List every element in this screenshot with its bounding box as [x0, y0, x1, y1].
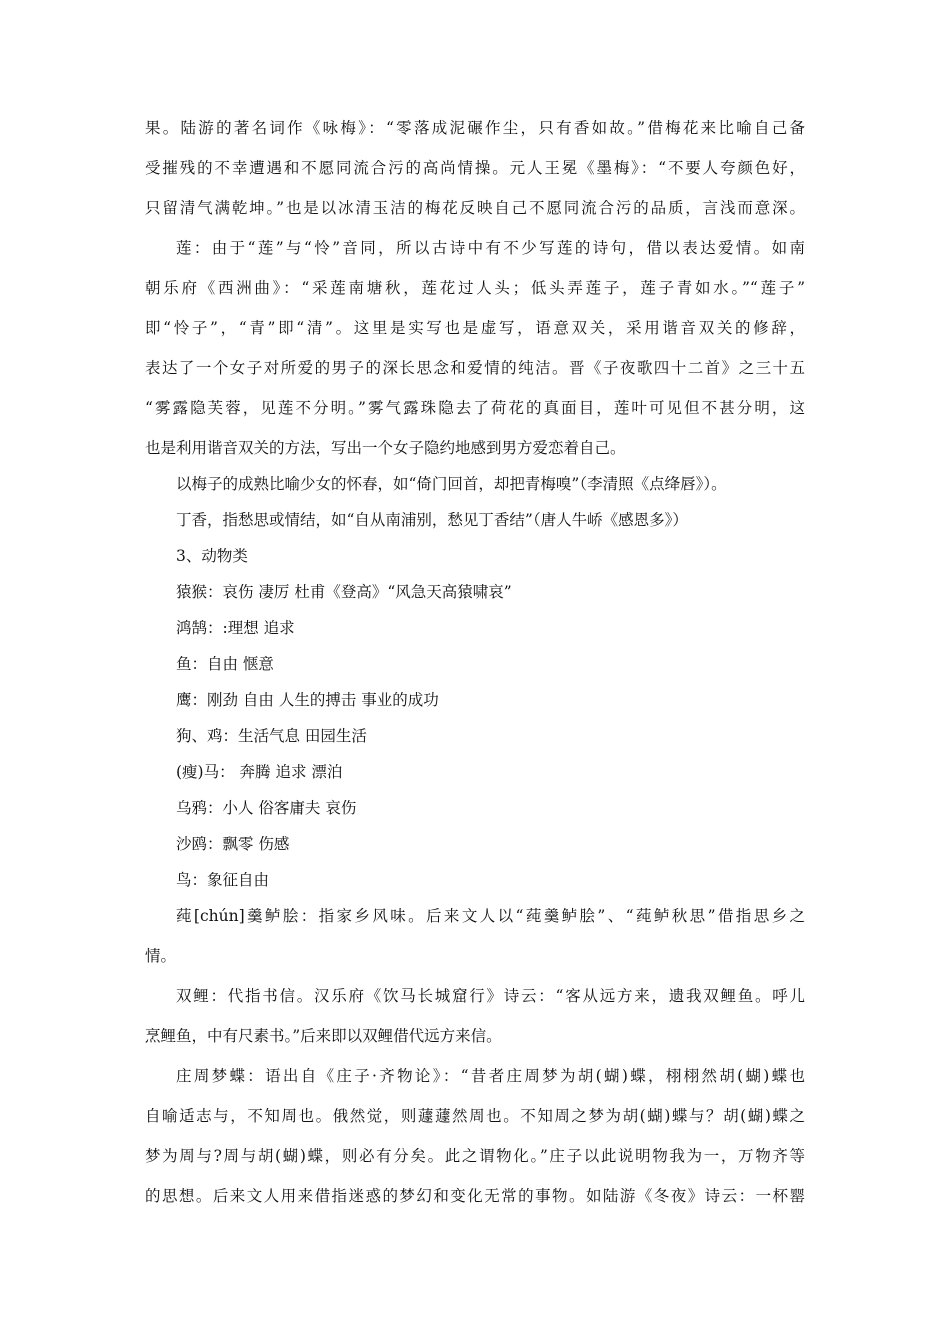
text-line: 庄周梦蝶：语出自《庄子·齐物论》：“昔者庄周梦为胡(蝴)蝶，栩栩然胡(蝴)蝶也: [176, 1067, 805, 1085]
text-line: 只留清气满乾坤。”也是以冰清玉洁的梅花反映自己不愿同流合污的品质，言浅而意深。: [145, 199, 805, 217]
text-line: 受摧残的不幸遭遇和不愿同流合污的高尚情操。元人王冕《墨梅》：“不要人夸颜色好，: [145, 159, 805, 177]
text-line: 莲：由于“莲”与“怜”音同，所以古诗中有不少写莲的诗句，借以表达爱情。如南: [176, 239, 805, 257]
text-line: 双鲤：代指书信。汉乐府《饮马长城窟行》诗云：“客从远方来，遗我双鲤鱼。呼儿: [176, 987, 805, 1005]
list-item: 鸿鹄：:理想 追求: [176, 619, 295, 637]
document-page: [145, 118, 805, 1226]
paragraph-list: [145, 474, 805, 890]
text-line: 也是利用谐音双关的方法，写出一个女子隐约地感到男方爱恋着自己。: [145, 439, 626, 457]
text-line: 朝乐府《西洲曲》：“采莲南塘秋，莲花过人头；低头弄莲子，莲子青如水。”“莲子”: [145, 279, 805, 297]
paragraph-lotus: [145, 238, 805, 458]
paragraph-chun: [145, 906, 805, 966]
paragraph-plum: [145, 118, 805, 218]
section-heading: 3、动物类: [176, 547, 248, 565]
text-line: 梦为周与?周与胡(蝴)蝶，则必有分矣。此之谓物化。”庄子以此说明物我为一，万物齐等: [145, 1147, 805, 1165]
paragraph-carp: [145, 986, 805, 1046]
paragraph-butterfly: [145, 1066, 805, 1206]
list-item: 乌鸦：小人 俗客庸夫 哀伤: [176, 799, 357, 817]
list-item: (瘦)马： 奔腾 追求 漂泊: [176, 763, 343, 781]
list-item: 狗、鸡：生活气息 田园生活: [176, 727, 367, 745]
text-line: 表达了一个女子对所爱的男子的深长思念和爱情的纯洁。晋《子夜歌四十二首》之三十五: [145, 359, 805, 377]
text-line: “雾露隐芙蓉，见莲不分明。”雾气露珠隐去了荷花的真面目，莲叶可见但不甚分明，这: [145, 399, 805, 417]
text-line: 情。: [145, 947, 177, 965]
text-line: 果。陆游的著名词作《咏梅》：“零落成泥碾作尘，只有香如故。”借梅花来比喻自己备: [145, 119, 805, 137]
list-item: 鹰：刚劲 自由 人生的搏击 事业的成功: [176, 691, 439, 709]
list-item: 猿猴：哀伤 凄厉 杜甫《登高》“风急天高猿啸哀”: [176, 583, 512, 601]
text-line: 自喻适志与，不知周也。俄然觉，则蘧蘧然周也。不知周之梦为胡(蝴)蝶与？胡(蝴)蝶之: [145, 1107, 805, 1125]
list-item: 鸟：象征自由: [176, 871, 270, 889]
text-line: 即“怜子”，“青”即“清”。这里是实写也是虚写，语意双关，采用谐音双关的修辞，: [145, 319, 805, 337]
list-item: 鱼：自由 惬意: [176, 655, 274, 673]
list-item: 沙鸥：飘零 伤感: [176, 835, 290, 853]
text-line: 烹鲤鱼，中有尺素书。”后来即以双鲤借代远方来信。: [145, 1027, 502, 1045]
text-line: 丁香，指愁思或情结，如“自从南浦别，愁见丁香结”（唐人牛峤《感恩多》）: [176, 511, 688, 529]
text-line: 以梅子的成熟比喻少女的怀春，如“倚门回首，却把青梅嗅”（李清照《点绛唇》）。: [176, 475, 727, 493]
text-line: 的思想。后来文人用来借指迷惑的梦幻和变化无常的事物。如陆游《冬夜》诗云：一杯罂: [145, 1187, 805, 1205]
text-line: 莼[chún]羹鲈脍：指家乡风味。后来文人以“莼羹鲈脍”、“莼鲈秋思”借指思乡之: [176, 907, 805, 925]
